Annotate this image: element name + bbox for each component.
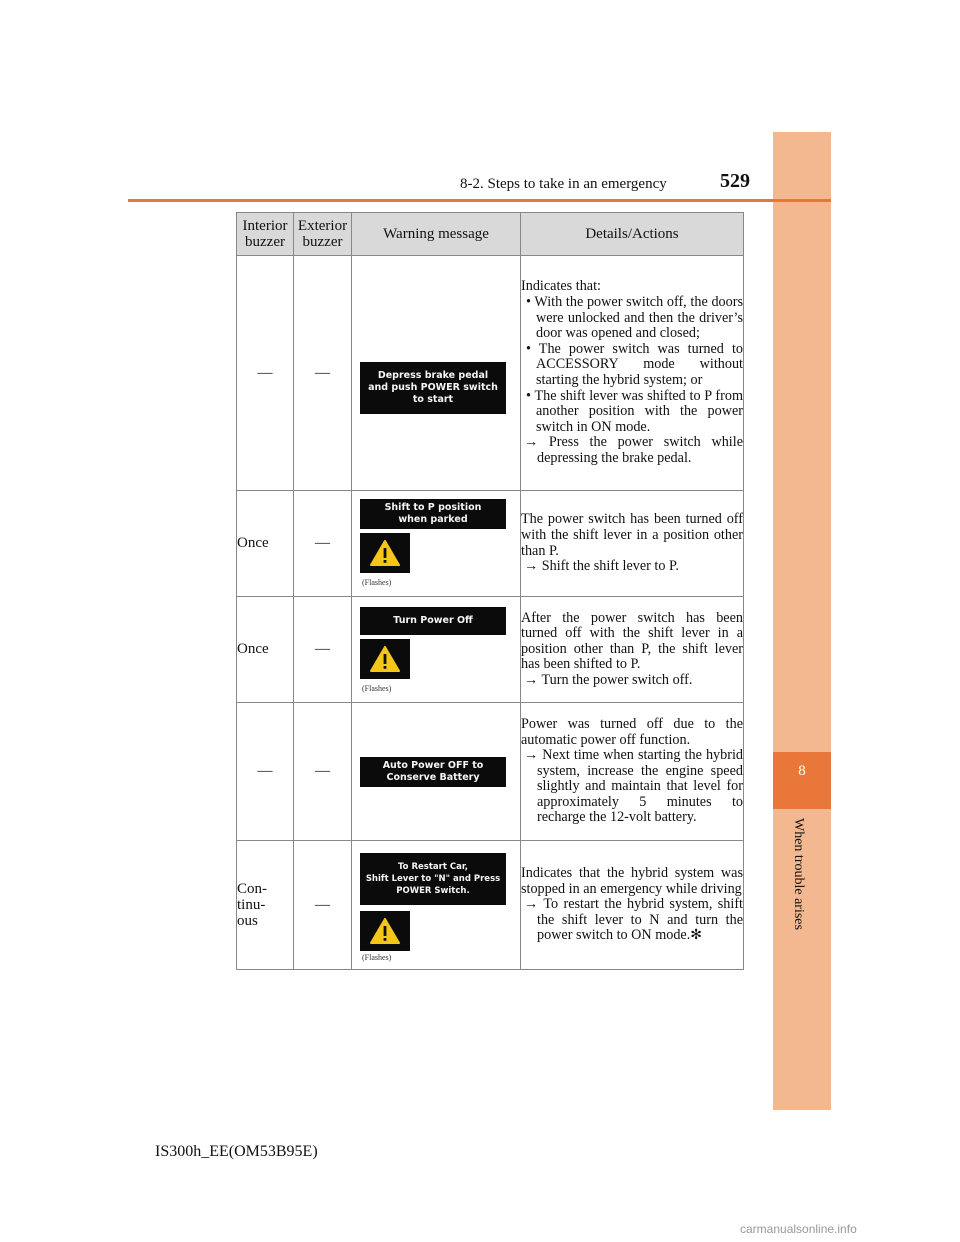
flashes-label: (Flashes): [362, 684, 392, 693]
detail-line: → To restart the hybrid system, shift the shift lever to N and turn the power switch to ON mode.✻: [524, 896, 743, 944]
display-line: POWER Switch.: [396, 886, 470, 896]
detail-line: The power switch has been turned off with the shift lever in a position other than P.: [521, 511, 743, 559]
details-cell: [521, 703, 744, 841]
header-rule: [128, 199, 831, 202]
table-row: [237, 841, 744, 970]
interior-buzzer-cell: Con- tinu- ous: [237, 841, 294, 970]
detail-line: Indicates that the hybrid system was stopped in an emergency while driving: [521, 865, 743, 897]
display-line: To Restart Car,: [398, 862, 468, 872]
exterior-buzzer-cell: —: [294, 256, 352, 491]
detail-line: → Shift the shift lever to P.: [524, 558, 679, 575]
display-line: Auto Power OFF to: [382, 760, 484, 771]
display-line: Depress brake pedal: [377, 370, 489, 381]
exterior-buzzer-cell: —: [294, 491, 352, 597]
display-line: Shift to P position: [384, 502, 482, 513]
table-row: [237, 491, 744, 597]
warning-message-cell: [352, 703, 521, 841]
detail-line: → Turn the power switch off.: [524, 671, 693, 688]
section-title: 8-2. Steps to take in an emergency: [460, 176, 667, 192]
header-exterior-buzzer: Exterior buzzer: [294, 213, 352, 256]
table-row: [237, 703, 744, 841]
document-code: IS300h_EE(OM53B95E): [155, 1143, 318, 1160]
header-warning-message: Warning message: [352, 213, 521, 256]
warning-triangle-icon: [370, 540, 400, 566]
detail-line: • The shift lever was shifted to P from another position with the power switch in ON mode.: [526, 387, 743, 435]
details-cell: [521, 841, 744, 970]
warning-message-cell: [352, 256, 521, 491]
warning-message-cell: [352, 597, 521, 703]
warning-triangle-icon: [370, 918, 400, 944]
display-line: Shift Lever to "N" and Press: [365, 874, 501, 884]
detail-line: After the power switch has been turned off with the shift lever in a position other than P, the shift lever has been shifted to P.: [521, 609, 743, 673]
detail-line: • With the power switch off, the doors were unlocked and then the driver’s door was opened and closed;: [526, 294, 743, 342]
display-line: Conserve Battery: [386, 772, 480, 783]
detail-line: Power was turned off due to the automatic power off function.: [521, 715, 743, 748]
warning-indicator: [360, 639, 410, 679]
display-line: and push POWER switch: [368, 382, 498, 393]
header-details-actions: Details/Actions: [521, 213, 744, 256]
flashes-label: (Flashes): [362, 953, 392, 962]
warning-message-table: [236, 212, 744, 970]
interior-buzzer-cell: Once: [237, 491, 294, 597]
chapter-number: 8: [798, 763, 806, 779]
display-line: to start: [412, 394, 454, 405]
table-row: [237, 256, 744, 491]
details-cell: [521, 491, 744, 597]
display-screen: [360, 757, 506, 787]
warning-message-cell: [352, 841, 521, 970]
warning-message-cell: [352, 491, 521, 597]
warning-indicator: [360, 533, 410, 573]
chapter-tab: [773, 132, 831, 1110]
interior-buzzer-cell: Once: [237, 597, 294, 703]
display-line: Turn Power Off: [393, 615, 473, 626]
display-screen: [360, 362, 506, 414]
interior-buzzer-cell: —: [237, 703, 294, 841]
details-cell: [521, 256, 744, 491]
detail-line: • The power switch was turned to ACCESSORY mode without starting the hybrid system; or: [526, 340, 743, 388]
page-number: 529: [720, 170, 750, 192]
table-header-row: [237, 213, 744, 256]
detail-line: → Press the power switch while depressing the brake pedal.: [524, 434, 743, 466]
chapter-title: When trouble arises: [791, 818, 806, 930]
watermark: carmanualsonline.info: [740, 1222, 857, 1236]
display-screen: [360, 853, 506, 905]
detail-line: → Next time when starting the hybrid system, increase the engine speed slightly and maintain that level for approximately 5 minutes to recharge the 12-volt battery.: [524, 747, 743, 826]
display-line: when parked: [398, 514, 468, 525]
chapter-number-box: [773, 752, 831, 809]
detail-line: Indicates that:: [521, 278, 601, 295]
warning-indicator: [360, 911, 410, 951]
display-screen: [360, 607, 506, 635]
exterior-buzzer-cell: —: [294, 597, 352, 703]
exterior-buzzer-cell: —: [294, 703, 352, 841]
details-cell: [521, 597, 744, 703]
exterior-buzzer-cell: —: [294, 841, 352, 970]
display-screen: [360, 499, 506, 529]
header-interior-buzzer: Interior buzzer: [237, 213, 294, 256]
table-row: [237, 597, 744, 703]
flashes-label: (Flashes): [362, 578, 392, 587]
warning-triangle-icon: [370, 646, 400, 672]
interior-buzzer-cell: —: [237, 256, 294, 491]
